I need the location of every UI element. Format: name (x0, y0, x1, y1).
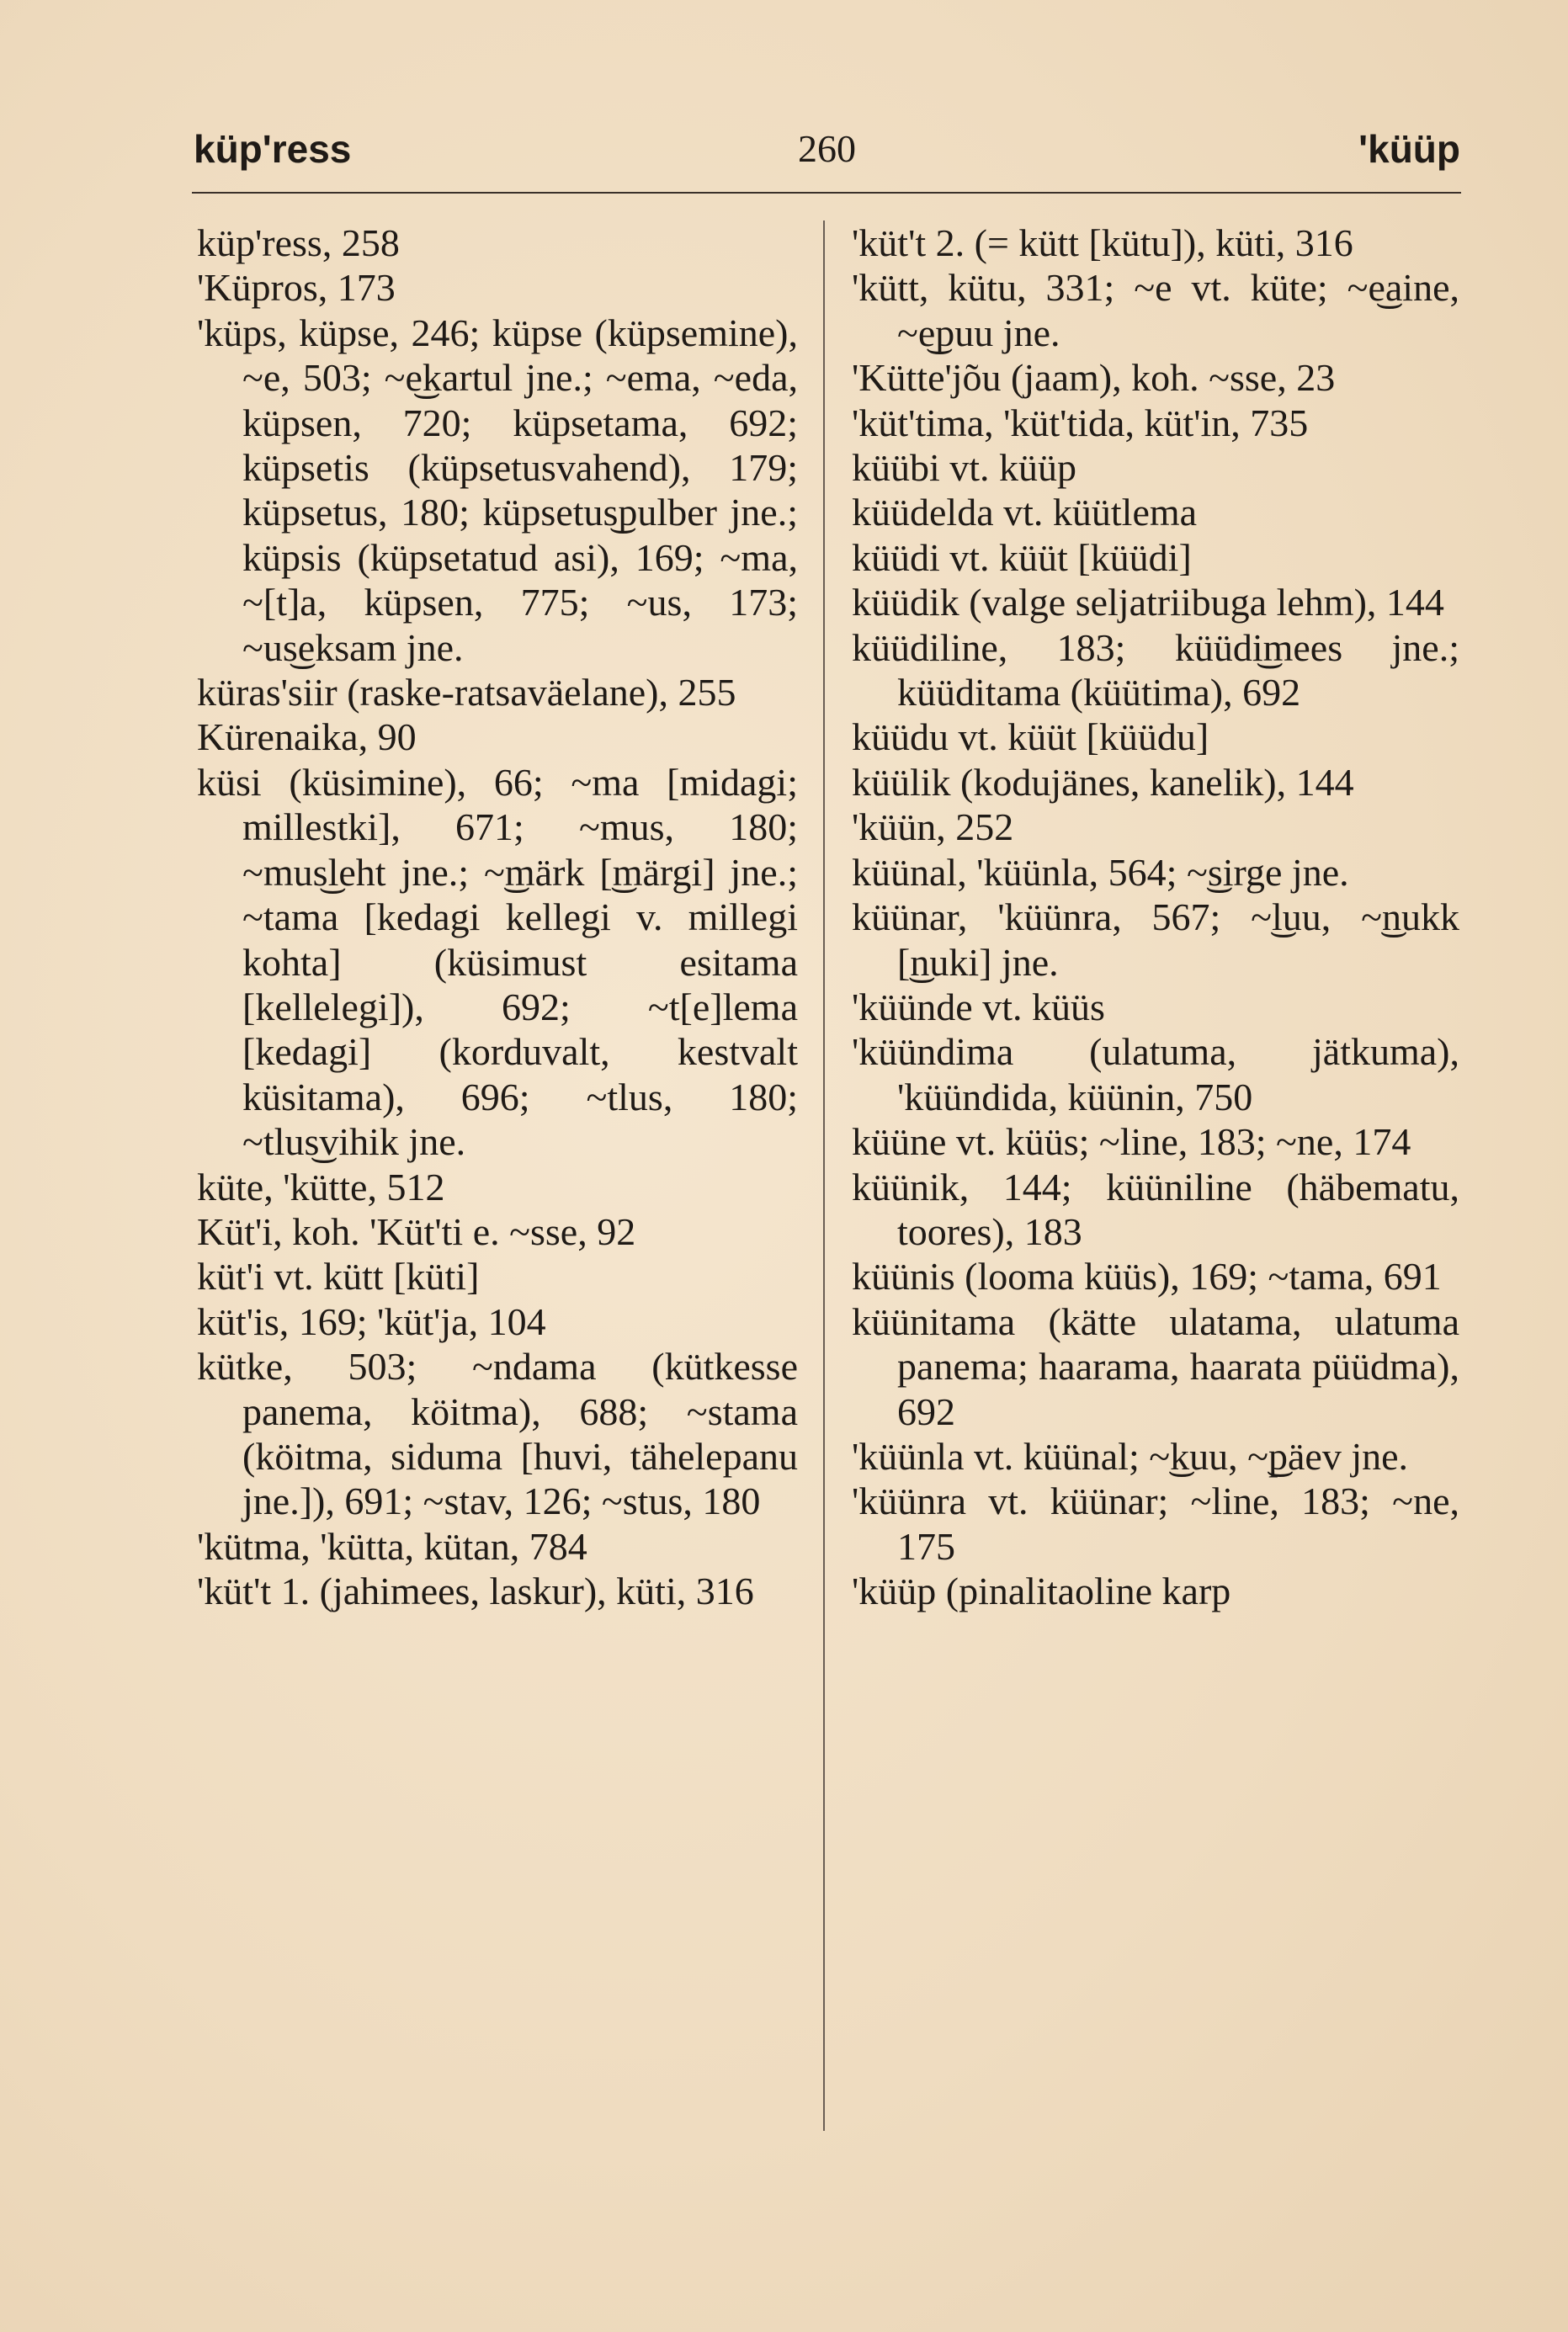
dictionary-entry: küülik (kodujänes, kanelik), 144 (852, 760, 1354, 804)
dictionary-entry: 'kütma, 'kütta, kütan, 784 (197, 1524, 587, 1568)
page-header (194, 126, 1460, 185)
header-rule (192, 192, 1461, 194)
dictionary-entry: 'Kütte'jõu (jaam), koh. ~sse, 23 (852, 356, 1336, 400)
dictionary-entry: 'kütt, kütu, 331; ~e vt. küte; ~e͜aine, ~e͜puu jne. (852, 266, 1459, 354)
dictionary-entry: 'küt't 1. (jahimees, laskur), küti, 316 (197, 1570, 754, 1613)
dictionary-entry: 'küt't 2. (= kütt [kütu]), küti, 316 (852, 221, 1353, 264)
dictionary-entry: 'küt'tima, 'küt'tida, küt'in, 735 (852, 401, 1309, 444)
right-column (852, 220, 1459, 1614)
dictionary-entry: küünal, 'küünla, 564; ~͜sirge jne. (852, 850, 1349, 894)
dictionary-entry: Kürenaika, 90 (197, 715, 417, 759)
dictionary-entry: 'küün, 252 (852, 805, 1014, 849)
dictionary-entry: küüdiline, 183; küüdi͜mees jne.; küüditama (küütima), 692 (852, 625, 1459, 714)
dictionary-entry: küünik, 144; küüniline (häbematu, toores), 183 (852, 1165, 1459, 1253)
dictionary-entry: küte, 'kütte, 512 (197, 1165, 445, 1208)
dictionary-entry: küsi (küsimine), 66; ~ma [midagi; millestki], 671; ~mus, 180; ~mus͜leht jne.; ~͜märk [͜märgi] jne.; ~tama [kedagi kellegi v. millegi kohta] (küsimust esitama [kellelegi]), 692; ~t[e]lema [kedagi] (korduvalt, kestvalt küsitama), 696; ~tlus, 180; ~tlus͜vihik jne. (197, 760, 798, 1164)
left-column (197, 220, 798, 1614)
page-number: 260 (798, 127, 856, 170)
dictionary-entry: küüdu vt. küüt [küüdu] (852, 715, 1209, 759)
dictionary-entry: küünis (looma küüs), 169; ~tama, 691 (852, 1255, 1442, 1299)
dictionary-entry: küüne vt. küüs; ~line, 183; ~ne, 174 (852, 1120, 1411, 1164)
dictionary-entry: 'küüp (pinalitaoline karp (852, 1570, 1231, 1613)
header-right-guideword: 'küüp (1358, 127, 1460, 171)
dictionary-entry: küt'is, 169; 'küt'ja, 104 (197, 1299, 546, 1343)
dictionary-entry: 'küünra vt. küünar; ~line, 183; ~ne, 175 (852, 1479, 1459, 1568)
dictionary-entry: küünitama (kätte ulatama, ulatuma panema; haarama, haarata püüdma), 692 (852, 1299, 1459, 1433)
dictionary-entry: küras'siir (raske-ratsaväelane), 255 (197, 671, 736, 714)
dictionary-entry: kütke, 503; ~ndama (kütkesse panema, köitma), 688; ~stama (köitma, siduma [huvi, tähelepanu jne.]), 691; ~stav, 126; ~stus, 180 (197, 1345, 798, 1523)
dictionary-entry: küübi vt. küüp (852, 446, 1077, 490)
dictionary-entry: 'küünla vt. küünal; ~͜kuu, ~͜päev jne. (852, 1434, 1409, 1478)
dictionary-entry: 'küünde vt. küüs (852, 985, 1105, 1028)
column-divider (823, 220, 825, 2131)
dictionary-entry: küt'i vt. kütt [küti] (197, 1255, 480, 1299)
dictionary-entry: küp'ress, 258 (197, 221, 400, 264)
dictionary-entry: küüdik (valge seljatriibuga lehm), 144 (852, 581, 1444, 624)
dictionary-entry: 'Küpros, 173 (197, 266, 396, 310)
dictionary-entry: 'küündima (ulatuma, jätkuma), 'küündida, küünin, 750 (852, 1030, 1459, 1118)
dictionary-entry: Küt'i, koh. 'Küt'ti e. ~sse, 92 (197, 1209, 636, 1253)
dictionary-entry: küünar, 'küünra, 567; ~͜luu, ~͜nukk [͜nuki] jne. (852, 895, 1459, 984)
dictionary-entry: küüdelda vt. küütlema (852, 491, 1198, 534)
dictionary-entry: küüdi vt. küüt [küüdi] (852, 535, 1192, 579)
dictionary-entry: 'küps, küpse, 246; küpse (küpsemine), ~e, 503; ~e͜kartul jne.; ~ema, ~eda, küpsen, 720; küpsetama, 692; küpsetis (küpsetusvahend), 179; küpsetus, 180; küpsetus͜pulber jne.; küpsis (küpsetatud asi), 169; ~ma, ~[t]a, küpsen, 775; ~us, 173; ~us͜eksam jne. (197, 311, 798, 669)
header-left-guideword: küp'ress (194, 127, 352, 171)
